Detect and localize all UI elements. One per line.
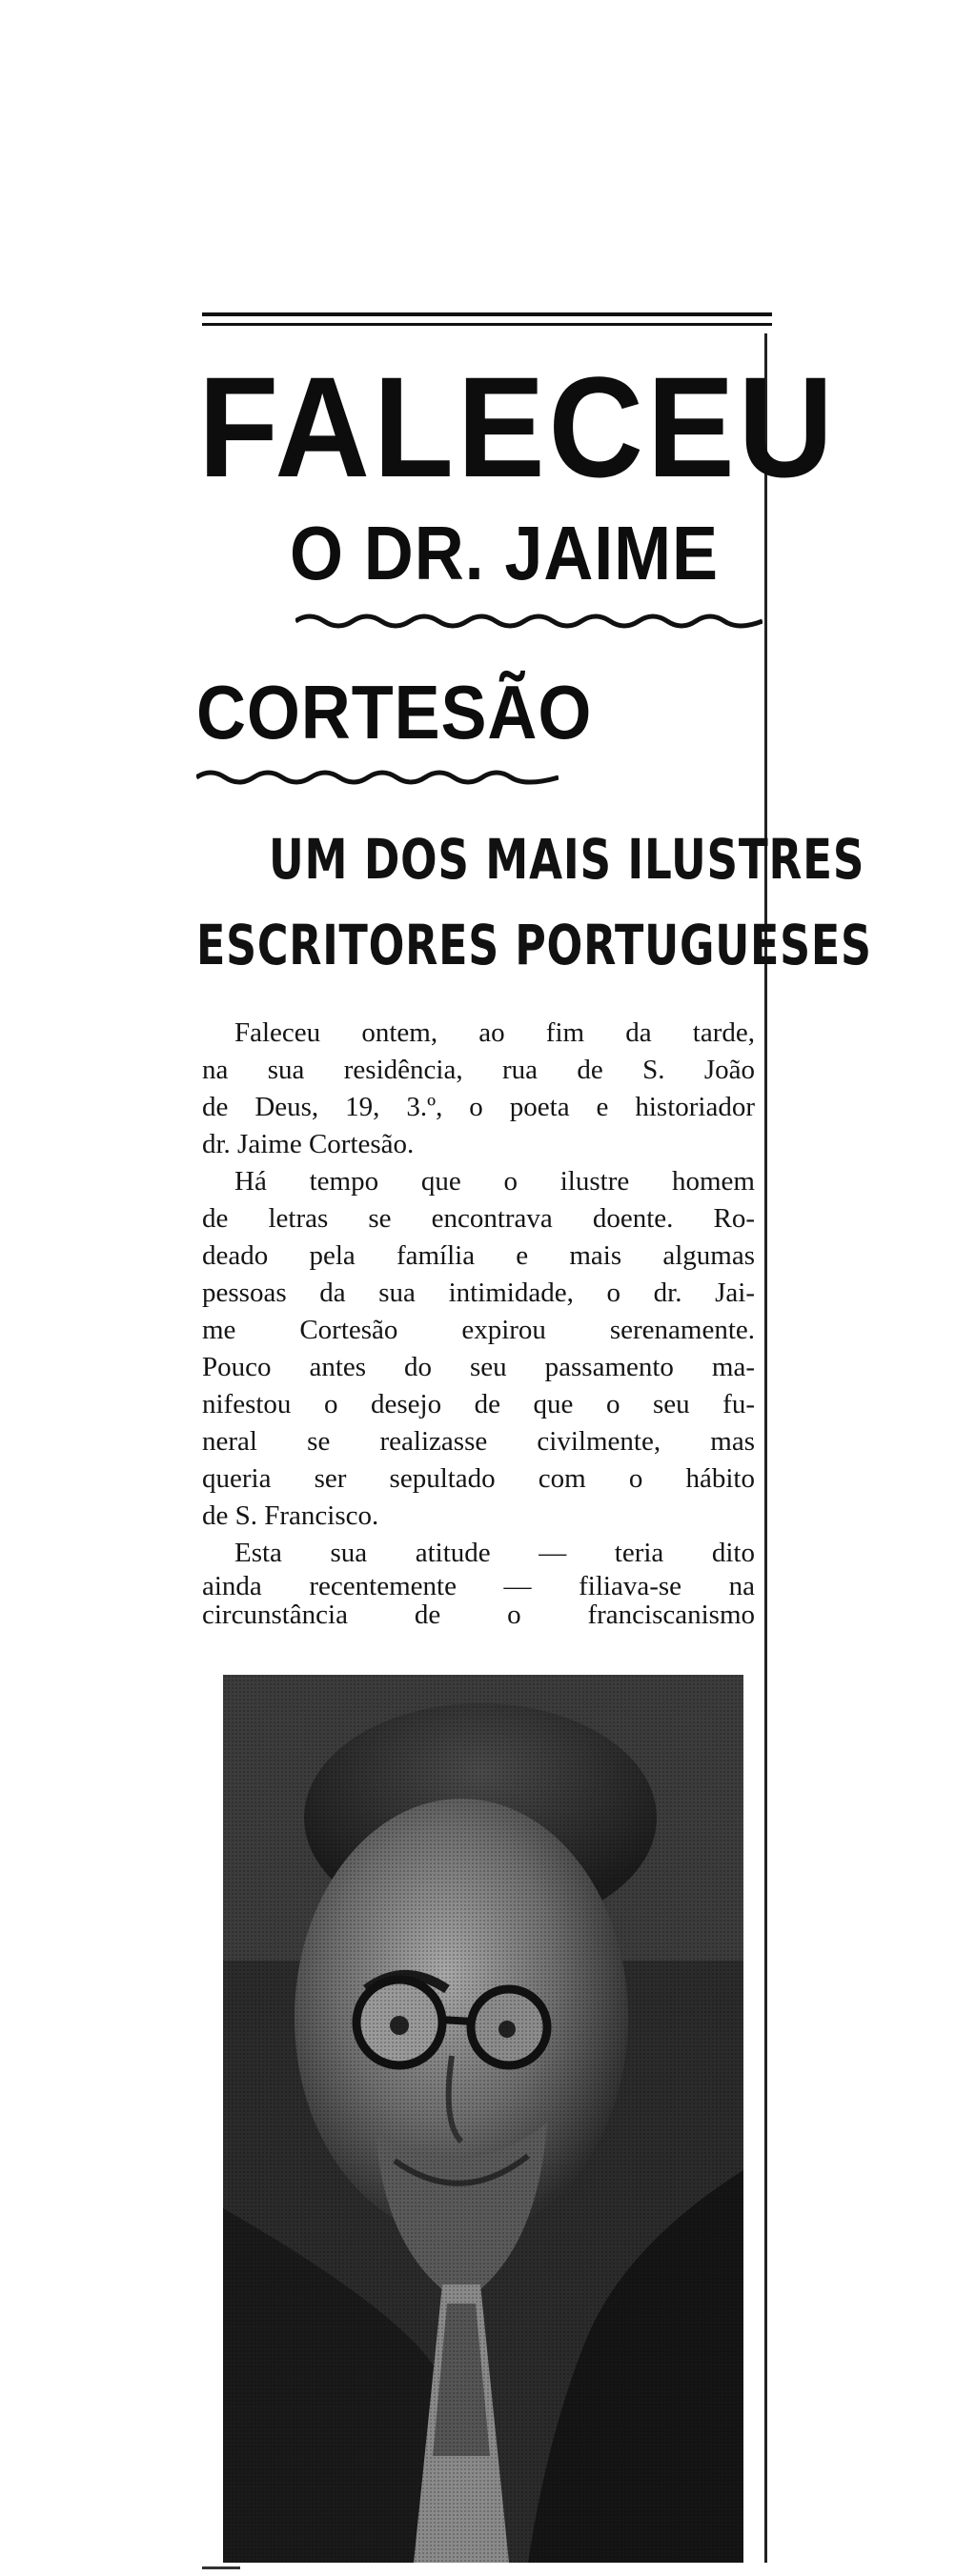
article-line: de S. Francisco.	[202, 1500, 379, 1531]
article-body	[202, 1015, 755, 1629]
article-line: Há tempo que o ilustre homem	[234, 1166, 755, 1197]
article-line: neral se realizasse civilmente, mas	[202, 1426, 755, 1457]
wavy-underline-1	[295, 610, 762, 629]
article-line: Pouco antes do seu passamento ma-	[202, 1352, 755, 1382]
portrait-photo	[223, 1675, 743, 2563]
headline-line-3: CORTESÃO	[196, 670, 593, 755]
article-line: nifestou o desejo de que o seu fu-	[202, 1389, 755, 1419]
subheadline-line-2: ESCRITORES PORTUGUESES	[196, 913, 872, 977]
article-line: circunstância de o franciscanismo	[202, 1600, 755, 1630]
article-line: me Cortesão expirou serenamente.	[202, 1315, 755, 1345]
portrait-photo-icon	[223, 1675, 743, 2563]
top-double-rule	[202, 312, 772, 326]
article-line: pessoas da sua intimidade, o dr. Jai-	[202, 1278, 755, 1308]
column-right-rule	[764, 333, 767, 2563]
article-line: na sua residência, rua de S. João	[202, 1055, 755, 1085]
article-line: de Deus, 19, 3.º, o poeta e historiador	[202, 1092, 755, 1122]
article-line: deado pela família e mais algumas	[202, 1240, 755, 1271]
headline-line-2: O DR. JAIME	[290, 511, 719, 595]
headline-line-1: FALECEU	[198, 347, 837, 507]
article-line: ainda recentemente — filiava-se na	[202, 1571, 755, 1601]
article-line: dr. Jaime Cortesão.	[202, 1129, 415, 1159]
article-line: queria ser sepultado com o hábito	[202, 1463, 755, 1494]
subheadline-line-1: UM DOS MAIS ILUSTRES	[269, 827, 865, 892]
article-line: de letras se encontrava doente. Ro-	[202, 1203, 755, 1234]
newspaper-clipping	[191, 303, 872, 2570]
article-line: Esta sua atitude — teria dito	[234, 1538, 755, 1568]
wavy-underline-2	[196, 766, 559, 785]
scan-artifact	[202, 2566, 240, 2569]
article-line: Faleceu ontem, ao fim da tarde,	[234, 1017, 755, 1048]
